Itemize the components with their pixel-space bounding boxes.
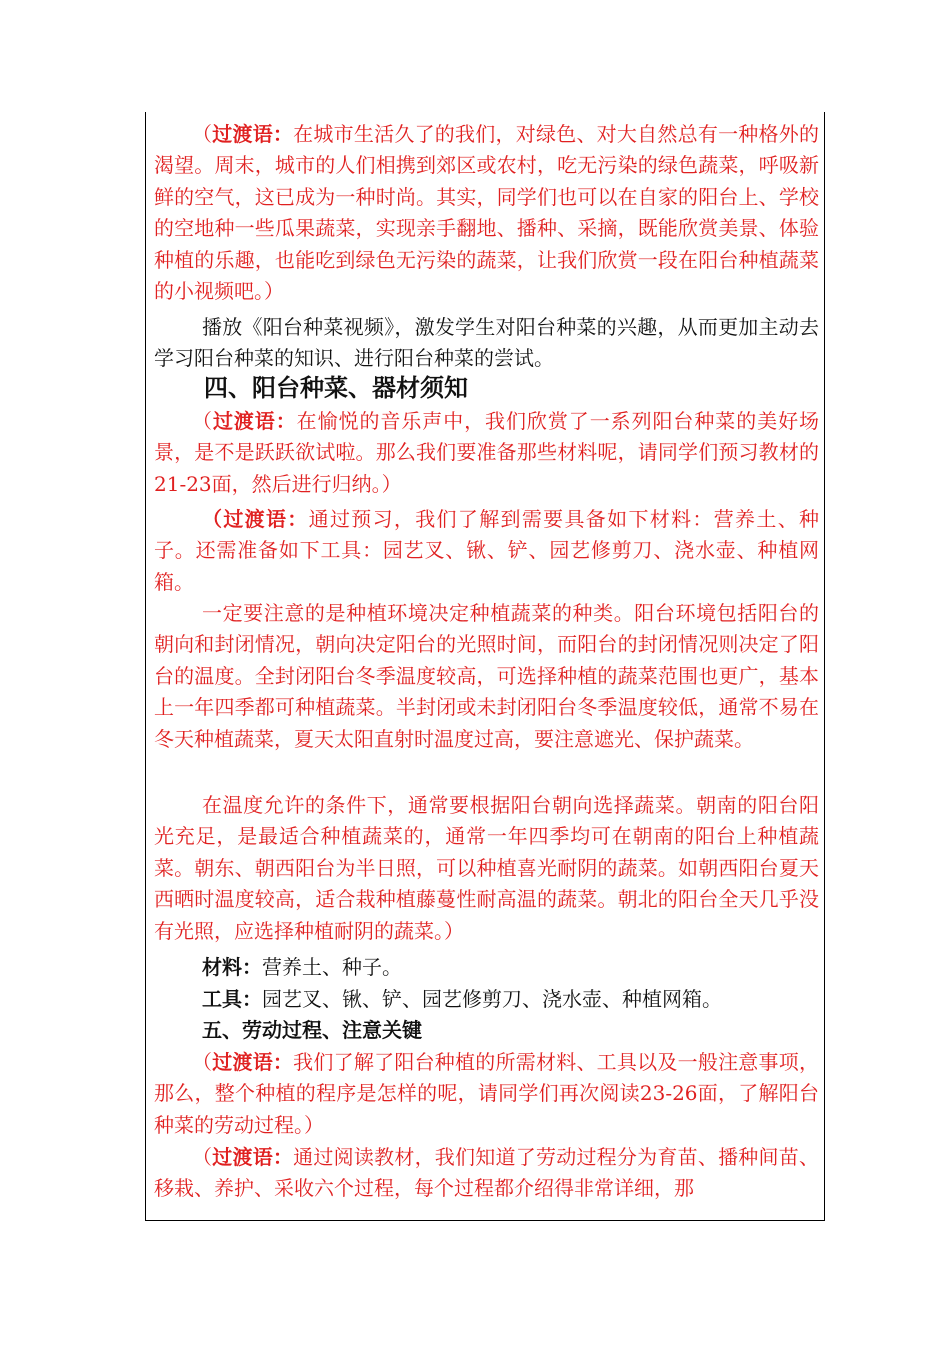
tools-text: 园艺叉、锹、铲、园艺修剪刀、浇水壶、种植网箱。 [262,987,722,1011]
transition-label: 过渡语： [223,507,309,531]
paragraph-text: 一定要注意的是种植环境决定种植蔬菜的种类。阳台环境包括阳台的朝向和封闭情况，朝向决定阳台的光照时间，而阳台的封闭情况则决定了阳台的温度。全封闭阳台冬季温度较高，可选择种植的蔬菜范围也更广，基本上一年四季都可种植蔬菜。半封闭或未封闭阳台冬季温度较低，通常不易在冬天种植蔬菜，夏天太阳直射时温度过高，要注意遮光、保护蔬菜。 [154,601,819,751]
paragraph-transition-4 [154,1047,819,1141]
paragraph-text: 在愉悦的音乐声中，我们欣赏了一系列阳台种菜的美好场景，是不是跃跃欲试啦。那么我们要准备那些材料呢，请同学们预习教材的21-23面，然后进行归纳。） [154,409,820,496]
materials-line [154,952,819,983]
paren-open: （ [192,409,213,433]
paragraph-text: 通过预习，我们了解到需要具备如下材料：营养土、种子。还需准备如下工具：园艺叉、锹、铲、园艺修剪刀、浇水壶、种植网箱。 [154,507,820,594]
paragraph-text: 在温度允许的条件下，通常要根据阳台朝向选择蔬菜。朝南的阳台阳光充足，是最适合种植蔬菜的，通常一年四季均可在朝南的阳台上种植蔬菜。朝东、朝西阳台为半日照，可以种植喜光耐阴的蔬菜。如朝西阳台夏天西晒时温度较高，适合栽种植藤蔓性耐高温的蔬菜。朝北的阳台全天几乎没有光照，应选择种植耐阴的蔬菜。） [154,793,819,943]
paragraph-orientation [154,790,819,947]
materials-text: 营养土、种子。 [262,955,402,979]
paragraph-transition-5 [154,1142,819,1205]
tools-label: 工具： [202,987,262,1011]
materials-label: 材料： [202,955,262,979]
paren-open: （ [192,1050,213,1074]
paragraph-text: 在城市生活久了的我们，对绿色、对大自然总有一种格外的渴望。周末，城市的人们相携到郊区或农村，吃无污染的绿色蔬菜，呼吸新鲜的空气，这已成为一种时尚。其实，同学们也可以在自家的阳台上、学校的空地种一些瓜果蔬菜，实现亲手翻地、播种、采摘，既能欣赏美景、体验种植的乐趣，也能吃到绿色无污染的蔬菜，让我们欣赏一段在阳台种植蔬菜的小视频吧。） [154,122,820,304]
transition-label: 过渡语： [212,409,297,433]
section-heading-5: 五、劳动过程、注意关键 [202,1018,422,1042]
transition-label: 过渡语： [212,1050,294,1074]
paragraph-text: 我们了解了阳台种植的所需材料、工具以及一般注意事项，那么，整个种植的程序是怎样的呢，请同学们再次阅读23-26面，了解阳台种菜的劳动过程。） [154,1050,820,1137]
paren-open: （ [202,507,224,531]
paren-open: （ [192,122,213,146]
paragraph-text: 通过阅读教材，我们知道了劳动过程分为育苗、播种间苗、移栽、养护、采收六个过程，每个过程都介绍得非常详细，那 [154,1145,820,1201]
section-heading-4: 四、阳台种菜、器材须知 [204,373,468,402]
paren-open: （ [192,1145,213,1169]
paragraph-video [154,312,819,375]
paragraph-environment [154,598,819,755]
transition-label: 过渡语： [212,122,294,146]
paragraph-text: 播放《阳台种菜视频》，激发学生对阳台种菜的兴趣，从而更加主动去学习阳台种菜的知识、进行阳台种菜的尝试。 [154,315,819,371]
tools-line [154,984,819,1015]
paragraph-transition-3 [154,504,819,598]
paragraph-transition-2 [154,406,819,500]
paragraph-transition-1 [154,119,819,307]
transition-label: 过渡语： [212,1145,294,1169]
